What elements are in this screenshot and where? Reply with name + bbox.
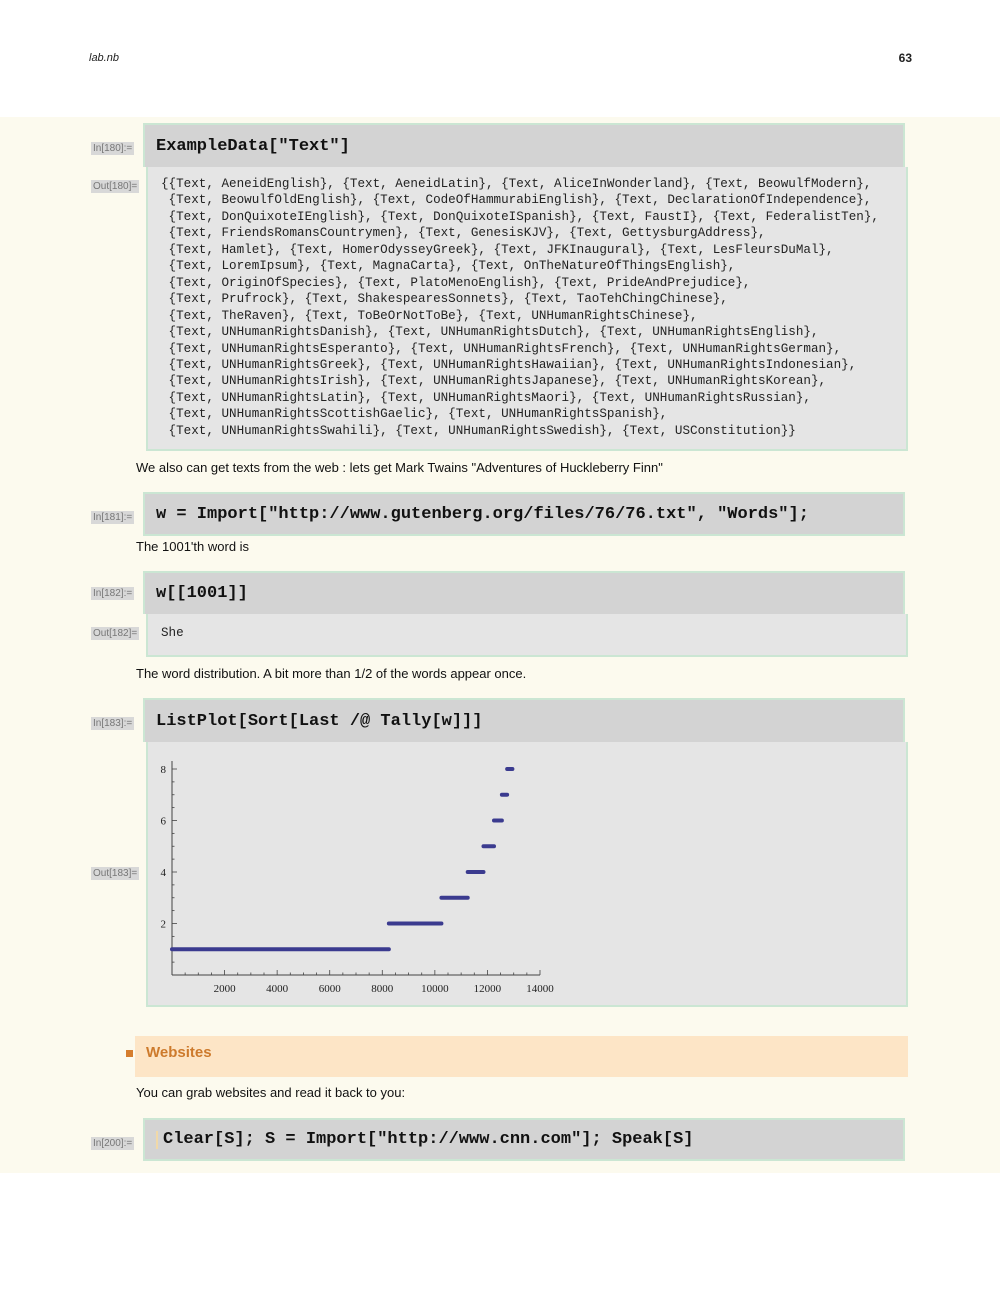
section-bullet-icon: [126, 1050, 133, 1057]
x-tick-label: 2000: [213, 983, 236, 995]
input-cell-181[interactable]: w = Import["http://www.gutenberg.org/files/76/76.txt", "Words"];: [143, 492, 905, 536]
input-cell-180[interactable]: ExampleData["Text"]: [143, 123, 905, 167]
text-word-distribution: The word distribution. A bit more than 1/2 of the words appear once.: [136, 666, 527, 681]
in-label-181: In[181]:=: [93, 512, 133, 523]
page-number: 63: [898, 51, 912, 65]
y-tick-label: 4: [160, 867, 166, 879]
x-tick-label: 12000: [473, 983, 502, 995]
input-cell-200[interactable]: [143, 1118, 905, 1161]
in-label-200: In[200]:=: [93, 1138, 133, 1149]
output-text-182: She: [161, 626, 184, 640]
x-tick-label: 10000: [421, 983, 449, 995]
input-cell-183[interactable]: ListPlot[Sort[Last /@ Tally[w]]]: [143, 698, 905, 742]
input-cell-182[interactable]: w[[1001]]: [143, 571, 905, 614]
output-cell-182: [146, 614, 908, 657]
out-label-183: Out[183]=: [93, 868, 138, 879]
output-cell-183: [146, 742, 908, 1007]
output-text-180: {{Text, AeneidEnglish}, {Text, AeneidLatin}, {Text, AliceInWonderland}, {Text, BeowulfModern}, {Text, BeowulfOldEnglish}, {Text, CodeOfHammurabiEnglish}, {Text, DeclarationOfIndependence}, {Text, DonQuixoteIEnglish}, {Text, DonQuixoteISpanish}, {Text, FaustI}, {Text, FederalistTen}, {Text, FriendsRomansCountrymen}, {Text, GenesisKJV}, {Text, GettysburgAddress}, {Text, Hamlet}, {Text, HomerOdysseyGreek}, {Text, JFKInaugural}, {Text, LesFleursDuMal}, {Text, LoremIpsum}, {Text, MagnaCarta}, {Text, OnTheNatureOfThingsEnglish}, {Text, OriginOfSpecies}, {Text, PlatoMenoEnglish}, {Text, PrideAndPrejudice}, {Text, Prufrock}, {Text, ShakespearesSonnets}, {Text, TaoTehChingChinese}, {Text, TheRaven}, {Text, ToBeOrNotToBe}, {Text, UNHumanRightsChinese}, {Text, UNHumanRightsDanish}, {Text, UNHumanRightsDutch}, {Text, UNHumanRightsEnglish}, {Text, UNHumanRightsEsperanto}, {Text, UNHumanRightsFrench}, {Text, UNHumanRightsGerman}, {Text, UNHumanRightsGreek}, {Text, UNHumanRightsHawaiian}, {Text, UNHumanRightsIndonesian}, {Text, UNHumanRightsIrish}, {Text, UNHumanRightsJapanese}, {Text, UNHumanRightsKorean}, {Text, UNHumanRightsLatin}, {Text, UNHumanRightsMaori}, {Text, UNHumanRightsRussian}, {Text, UNHumanRightsScottishGaelic}, {Text, UNHumanRightsSpanish}, {Text, UNHumanRightsSwahili}, {Text, UNHumanRightsSwedish}, {Text, USConstitution}}: [161, 177, 879, 438]
in-label-180: In[180]:=: [93, 143, 133, 154]
section-websites[interactable]: [135, 1036, 908, 1077]
out-label-180: Out[180]=: [93, 181, 138, 192]
y-tick-label: 8: [160, 764, 166, 776]
text-grab-websites: You can grab websites and read it back to you:: [136, 1085, 406, 1100]
input-text-200: Clear[S]; S = Import["http://www.cnn.com"]; Speak[S]: [163, 1130, 694, 1149]
in-label-183: In[183]:=: [93, 718, 133, 729]
notebook-filename: lab.nb: [89, 52, 119, 64]
x-tick-label: 14000: [526, 983, 554, 995]
section-title: Websites: [146, 1044, 212, 1061]
x-tick-label: 6000: [318, 983, 341, 995]
y-tick-label: 2: [160, 918, 166, 931]
cell-cursor-icon: [156, 1131, 158, 1149]
out-label-182: Out[182]=: [93, 628, 138, 639]
x-tick-label: 8000: [371, 983, 394, 995]
text-web-texts: We also can get texts from the web : lets get Mark Twains "Adventures of Huckleberry Finn": [136, 460, 663, 475]
text-1001th-word: The 1001'th word is: [136, 539, 250, 554]
in-label-182: In[182]:=: [93, 588, 133, 599]
listplot-chart: [148, 742, 568, 1002]
y-tick-label: 6: [160, 815, 166, 828]
output-cell-180: [146, 167, 908, 451]
x-tick-label: 4000: [266, 983, 289, 995]
